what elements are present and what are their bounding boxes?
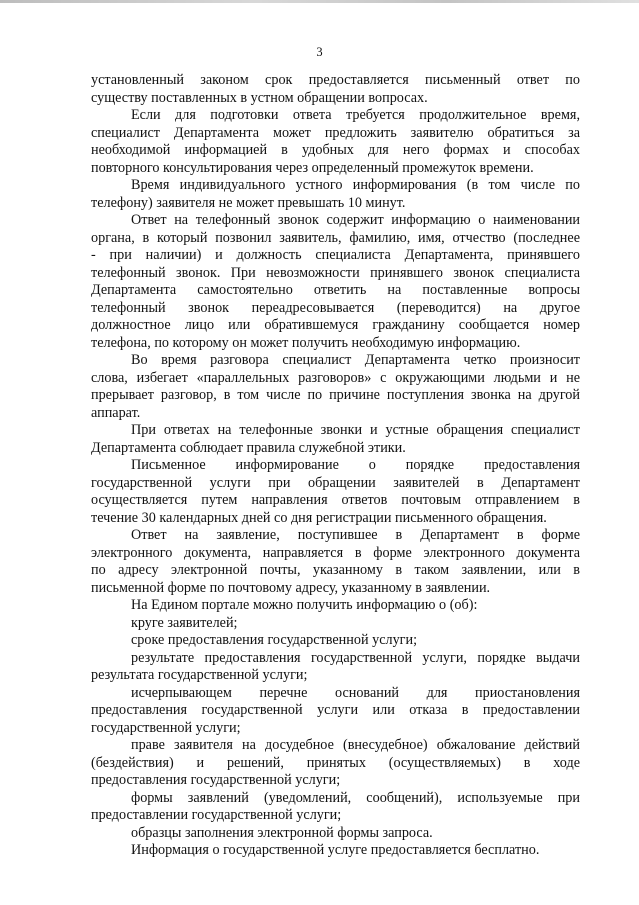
text-line: - при наличии) и должность специалиста Департамента, принявшего	[91, 247, 580, 263]
text-line: осуществляется путем направления ответов почтовым отправлением в	[91, 492, 580, 508]
text-line: (бездействия) и решений, принятых (осуществляемых) в ходе	[91, 754, 580, 771]
text-line: сроке предоставления государственной услуги;	[131, 632, 418, 648]
text-line: исчерпывающем перечне оснований для приостановления	[131, 684, 580, 701]
text-line: прерывает разговор, в том числе по причине поступления звонка на другой	[91, 387, 580, 403]
text-line: формы заявлений (уведомлений, сообщений), используемые при	[131, 789, 580, 806]
text-line: электронного документа, направляется в форме электронного документа	[91, 544, 580, 561]
text-line: телефонный звонок. При невозможности принявшего звонок специалиста	[91, 264, 580, 281]
text-line: необходимой информацией в удобных для него формах и способах	[91, 142, 580, 158]
text-line: круге заявителей;	[131, 614, 238, 631]
text-line: по адресу электронной почты, указанному в таком заявлении, или в	[91, 562, 580, 578]
text-line: результате предоставления государственной услуги, порядке выдачи	[131, 649, 580, 666]
text-line: государственной услуги;	[91, 719, 241, 736]
text-line: установленный законом срок предоставляется письменный ответ по	[91, 72, 580, 88]
text-line: письменной форме по почтовому адресу, указанному в заявлении.	[91, 579, 491, 596]
scan-top-edge	[0, 0, 639, 3]
text-line: Ответ на телефонный звонок содержит информацию о наименовании	[131, 212, 580, 228]
text-line: предоставления государственной услуги;	[91, 772, 341, 788]
document-body	[91, 72, 580, 860]
text-line: праве заявителя на досудебное (внесудебное) обжалование действий	[131, 737, 580, 753]
text-line: специалист Департамента может предложить заявителю обратиться за	[91, 124, 580, 141]
text-line: Департамента соблюдает правила служебной этики.	[91, 439, 406, 456]
text-line: телефона, по которому он может получить необходимую информацию.	[91, 334, 521, 351]
text-line: Ответ на заявление, поступившее в Департамент в форме	[131, 527, 580, 543]
text-line: предоставлении государственной услуги;	[91, 807, 342, 823]
text-line: Информация о государственной услуге предоставляется бесплатно.	[131, 842, 540, 858]
text-line: На Едином портале можно получить информацию о (об):	[131, 597, 478, 613]
text-line: Письменное информирование о порядке предоставления	[131, 457, 580, 473]
text-line: Если для подготовки ответа требуется продолжительное время,	[131, 107, 580, 123]
text-line: государственной услуги при обращении заявителей в Департамент	[91, 474, 580, 491]
text-line: повторного консультирования через определенный промежуток времени.	[91, 159, 534, 176]
text-line: образцы заполнения электронной формы запроса.	[131, 824, 433, 841]
text-line: слова, избегает «параллельных разговоров» с окружающими людьми и не	[91, 369, 580, 386]
text-line: течение 30 календарных дней со дня регистрации письменного обращения.	[91, 509, 547, 526]
text-line: существу поставленных в устном обращении вопросах.	[91, 89, 428, 106]
text-line: результата государственной услуги;	[91, 667, 308, 683]
page-number: 3	[316, 45, 323, 59]
text-line: аппарат.	[91, 404, 141, 421]
text-line: Во время разговора специалист Департамента четко произносит	[131, 352, 580, 368]
text-line: Департамента самостоятельно ответить на поставленные вопросы	[91, 282, 580, 298]
text-line: телефонный звонок переадресовывается (переводится) на другое	[91, 299, 580, 316]
text-line: Время индивидуального устного информирования (в том числе по	[131, 177, 580, 193]
text-line: телефону) заявителя не может превышать 10 минут.	[91, 194, 406, 211]
text-line: При ответах на телефонные звонки и устные обращения специалист	[131, 422, 580, 438]
text-line: органа, в который позвонил заявитель, фамилию, имя, отчество (последнее	[91, 229, 580, 246]
text-line: должностное лицо или обратившемуся гражданину сообщается номер	[91, 317, 580, 333]
text-line: предоставления государственной услуги или отказа в предоставлении	[91, 702, 580, 718]
